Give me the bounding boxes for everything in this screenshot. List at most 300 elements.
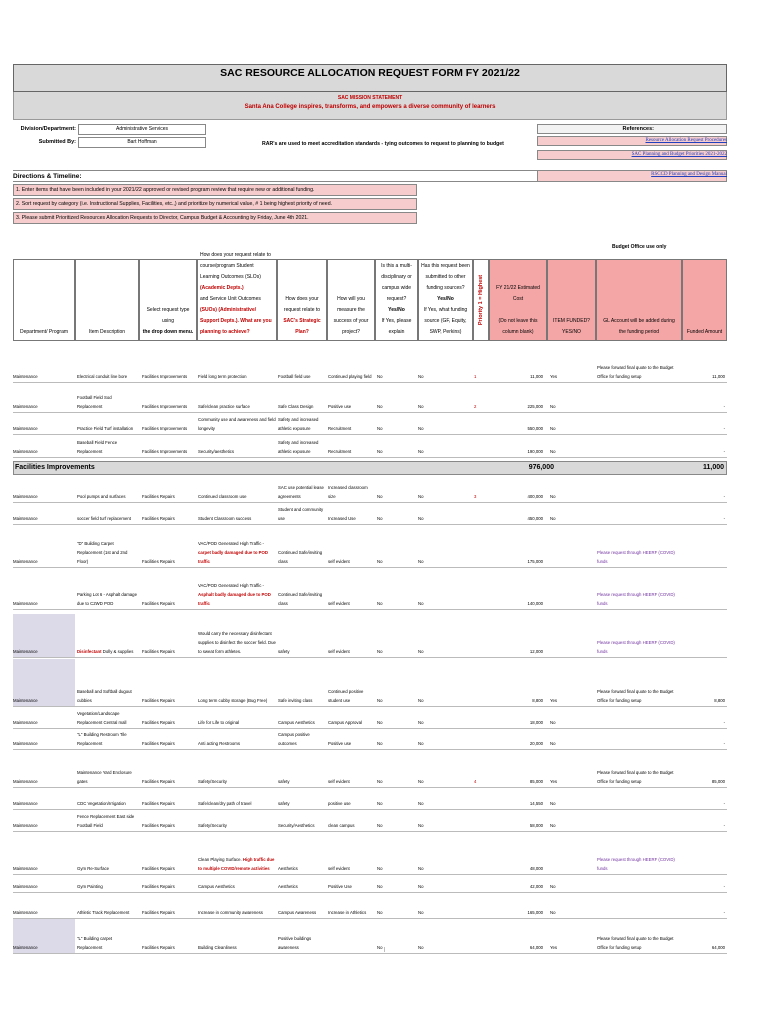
cell-plan: Safe Class Design [278, 404, 314, 409]
direction-2: 2. Sort request by category (i.e. Instructional Supplies, Facilities, etc.,) and prioritize by numerical value, # 1 being highest priority of need. [13, 198, 417, 210]
cost-lines-line: FY 21/22 Estimated [496, 285, 540, 291]
cell-multi: No [377, 866, 383, 871]
cell-cost: 42,000 [529, 884, 543, 889]
cell-dept: Maintenance [13, 559, 38, 564]
slo-lines-line: (Academic Depts.) [200, 285, 244, 291]
cell-measure: Continued positive student use [328, 689, 364, 703]
cell-item: Athletic Track Replacement [77, 910, 130, 915]
cost-lines-line [490, 305, 546, 316]
direction-3: 3. Please submit Prioritized Resources Allocation Requests to Director, Campus Budget & Accounting by Friday, June 4th 2021. [13, 212, 417, 224]
cell-plan: Campus Aesthetics [278, 720, 315, 725]
cell-type: Facilities Repairs [142, 698, 175, 703]
cell-prio: 1 [474, 374, 477, 379]
cell-slo: Safe/clean practice surface [198, 404, 250, 409]
cell-gl: Please request through HEERF (COVID) funds [597, 857, 675, 871]
cell-amount: - [723, 516, 725, 521]
multi-lines-line: campus wide [381, 285, 412, 291]
cell-measure: Campus Approval [328, 720, 362, 725]
cell-dept: Maintenance [13, 910, 38, 915]
cell-dept: Maintenance [13, 516, 38, 521]
cell-slo-text: VAC/POD Generated High Traffic - [198, 541, 264, 546]
cell-plan: safety [278, 649, 290, 654]
row-divider [13, 657, 727, 658]
cell-fund: No [418, 884, 424, 889]
cell-measure: self evident [328, 559, 350, 564]
cell-amount: - [723, 449, 725, 454]
cell-measure: Increased classroom size [328, 485, 368, 499]
cell-item: Practice Field Turf installation [77, 426, 134, 431]
cell-measure: Continued playing field [328, 374, 372, 379]
cell-funded: No [550, 426, 556, 431]
mission-label: SAC MISSION STATEMENT [337, 95, 403, 101]
cell-funded: Yes [550, 698, 558, 703]
funding-lines-line: Has this request been [421, 263, 470, 269]
ref-link-design-manual[interactable]: RSCCD Planning and Design Manual [651, 172, 727, 177]
cell-amount: - [723, 404, 725, 409]
cell-fund: No [418, 426, 424, 431]
cell-plan: safety [278, 801, 290, 806]
header-gl [596, 259, 682, 341]
cell-item-highlight: Disinfectant [77, 649, 102, 654]
cell-multi: No [377, 494, 383, 499]
cell-plan: Continued Safe/inviting class [278, 592, 323, 606]
cell-slo: Student Classroom success [198, 516, 252, 521]
cell-cost: 14,550 [529, 801, 543, 806]
cell-item [77, 647, 137, 656]
cell-dept: Maintenance [13, 449, 38, 454]
funding-lines-line: funding sources? [426, 285, 465, 291]
references-heading: References: [537, 124, 727, 134]
header-type: Select request type using the drop down menu. [139, 259, 197, 341]
cell-dept: Maintenance [13, 404, 38, 409]
cell-gl: Please forward final quote to the Budget Office for funding setup [597, 365, 674, 379]
cell-type: Facilities Repairs [142, 559, 175, 564]
cell-prio: 3 [474, 494, 477, 499]
table-row[interactable] [13, 912, 727, 952]
cell-measure: Recruitment [328, 449, 352, 454]
section-name: Facilities Improvements [15, 464, 95, 471]
cell-plan: Safe inviting class [278, 698, 313, 703]
header-slo [197, 252, 277, 341]
cell-type: Facilities Repairs [142, 945, 175, 950]
cell-amount: - [723, 494, 725, 499]
division-value[interactable]: Administrative Services [78, 124, 206, 135]
cell-item: "L" Building Restroom Tile Replacement [77, 732, 127, 746]
cell-prio: 4 [474, 779, 477, 784]
cell-cost: 64,000 [529, 945, 543, 950]
cell-fund: No [418, 698, 424, 703]
measure-lines-line: How will you [337, 296, 365, 302]
table-row[interactable] [13, 877, 727, 917]
slo-lines-line: How does your request relate to [200, 252, 271, 258]
cell-fund: No [418, 720, 424, 725]
cell-fund: No [418, 779, 424, 784]
cell-multi: No [377, 884, 383, 889]
cell-measure: self evident [328, 649, 350, 654]
cell-type: Facilities Improvements [142, 426, 188, 431]
cell-plan: Safety and increased athletic exposure [278, 417, 319, 431]
cell-gl: Please forward final quote to the Budget Office for funding setup [597, 689, 674, 703]
slo-lines-line: and Service Unit Outcomes [200, 296, 261, 302]
cell-funded: No [550, 801, 556, 806]
cell-fund: No [418, 866, 424, 871]
cell-slo: Safety/Security [198, 779, 227, 784]
cell-gl: Please request through HEERF (COVID) funds [597, 550, 675, 564]
cell-cost: 18,000 [529, 720, 543, 725]
cell-item: Baseball and Softball dugout cubbies [77, 689, 132, 703]
gl-lines-line: the funding period [618, 329, 660, 335]
cell-fund: No [418, 494, 424, 499]
cell-dept: Maintenance [13, 866, 38, 871]
cell-cost: 20,000 [529, 741, 543, 746]
page-marker: | [384, 947, 386, 953]
budget-office-note: Budget Office use only [612, 244, 667, 250]
cell-slo: Safe/clean/dry path of travel [198, 801, 252, 806]
header-dept: Department/ Program [13, 259, 75, 341]
cell-amount: - [723, 741, 725, 746]
funding-lines-line: SWP, Perkins) [429, 329, 462, 335]
cell-item: Fence Replacement East side Football Field [77, 814, 135, 828]
cell-multi: No [377, 516, 383, 521]
cell-funded: No [550, 720, 556, 725]
cell-cost: 175,000 [527, 559, 543, 564]
measure-lines-line: measure the [337, 307, 365, 313]
funded-lines-line: ITEM FUNDED? [553, 318, 590, 324]
cell-cost: 48,000 [529, 866, 543, 871]
cell-amount: - [723, 720, 725, 725]
strat-lines-line: SAC's Strategic [283, 318, 321, 324]
cell-dept: Maintenance [13, 649, 38, 654]
funding-lines-line: submitted to other [425, 274, 466, 280]
cell-plan: Positive buildings awareness [278, 936, 312, 950]
cell-multi: No [377, 649, 383, 654]
cell-dept: Maintenance [13, 601, 38, 606]
cell-plan: Aesthetics [278, 884, 298, 889]
table-row[interactable] [13, 616, 727, 656]
cell-amount: - [723, 823, 725, 828]
cell-fund: No [418, 910, 424, 915]
cell-measure: clean campus [328, 823, 355, 828]
cell-multi: No [377, 698, 383, 703]
cell-measure: Positive use [328, 741, 352, 746]
cell-type: Facilities Improvements [142, 404, 188, 409]
measure-lines-line: project? [342, 329, 360, 335]
row-divider [13, 831, 727, 832]
mission-band [13, 92, 727, 120]
cell-multi: No [377, 449, 383, 454]
table-row[interactable] [13, 568, 727, 608]
cell-slo: Increase in community awareness [198, 910, 263, 915]
funding-lines-line: source (GF, Equity, [424, 318, 467, 324]
table-row[interactable] [13, 708, 727, 748]
rai-note: RAR's are used to meet accreditation standards - tying outcomes to request to planning to budget [262, 141, 504, 147]
cell-slo [198, 539, 278, 566]
cell-type: Facilities Repairs [142, 720, 175, 725]
cell-fund: No [418, 449, 424, 454]
header-measure [327, 259, 375, 341]
submitted-label: Submitted By: [38, 139, 76, 145]
cell-cost: 190,000 [527, 449, 543, 454]
cell-type: Facilities Repairs [142, 910, 175, 915]
table-row[interactable] [13, 790, 727, 830]
cell-item: Pool pumps and surfaces [77, 494, 126, 499]
strat-lines-line: request relate to [283, 307, 321, 313]
cell-dept: Maintenance [13, 698, 38, 703]
cell-item-rest: Dolly & supplies [101, 649, 134, 654]
cell-slo: Field long term protection [198, 374, 247, 379]
cell-fund: No [418, 823, 424, 828]
cell-dept: Maintenance [13, 720, 38, 725]
cell-item: Gym Re-Surface [77, 866, 109, 871]
cell-multi: No [377, 601, 383, 606]
cell-funded: No [550, 823, 556, 828]
cell-plan: Security/Aesthetics [278, 823, 315, 828]
cell-type: Facilities Repairs [142, 823, 175, 828]
row-divider [13, 953, 727, 954]
cell-cost: 140,000 [527, 601, 543, 606]
cost-lines-line: (Do not leave this [498, 318, 538, 324]
multi-lines-line: disciplinary or [381, 274, 412, 280]
cell-fund: No [418, 404, 424, 409]
cell-cost: 85,000 [529, 779, 543, 784]
cell-amount: 11,000 [712, 374, 725, 379]
cell-slo: Continued classroom use [198, 494, 247, 499]
multi-lines-line: If Yes, please [381, 318, 412, 324]
ref-link-priorities[interactable]: SAC Planning and Budget Priorities 2021-2022 [631, 152, 727, 157]
multi-lines-line: request? [386, 296, 407, 302]
cell-funded: No [550, 741, 556, 746]
cell-slo-highlight: Asphalt badly damaged due to POD traffic [198, 592, 271, 606]
cell-plan: safety [278, 779, 290, 784]
cell-plan: Safety and increased athletic exposure [278, 440, 319, 454]
cell-funded: No [550, 910, 556, 915]
cell-amount: 85,000 [711, 779, 725, 784]
cell-amount: 8,800 [714, 698, 725, 703]
form-title: SAC RESOURCE ALLOCATION REQUEST FORM FY 2021/22 [13, 64, 727, 92]
cell-slo-text: Clean Playing Surface. [198, 857, 243, 862]
cell-dept: Maintenance [13, 823, 38, 828]
cell-slo [198, 581, 278, 608]
header-funded-amount: Funded Amount [682, 259, 727, 341]
cell-funded: No [550, 516, 556, 521]
division-label: Division/Department: [20, 126, 76, 132]
cell-measure: Positive Use [328, 884, 352, 889]
cell-fund: No [418, 516, 424, 521]
table-row[interactable] [13, 526, 727, 566]
cell-amount: - [723, 910, 725, 915]
cell-type: Facilities Improvements [142, 374, 188, 379]
cell-measure: self evident [328, 866, 350, 871]
cell-multi: No [377, 720, 383, 725]
cell-dept: Maintenance [13, 741, 38, 746]
cell-item: Parking Lot 6 - Asphalt damage due to C2WD POD [77, 592, 137, 606]
cell-slo-highlight: High traffic due to multiple COVID/remote activities [198, 857, 275, 871]
cell-gl: Please request through HEERF (COVID) funds [597, 592, 675, 606]
cell-multi: No [377, 910, 383, 915]
cell-type: Facilities Repairs [142, 494, 175, 499]
cell-gl: Please forward final quote to the Budget Office for funding setup [597, 936, 674, 950]
header-strategic [277, 259, 327, 341]
cell-plan: Campus Awareness [278, 910, 317, 915]
cell-multi: No [377, 823, 383, 828]
funded-lines-line: YES/NO [562, 329, 581, 335]
cell-multi: No [377, 779, 383, 784]
cell-dept: Maintenance [13, 801, 38, 806]
cell-funded: Yes [550, 945, 558, 950]
cell-funded: No [550, 404, 556, 409]
cell-multi: No [377, 801, 383, 806]
cell-plan: SAC use potential lease agreements [278, 485, 324, 499]
direction-1: 1. Enter items that have been included in your 2021/22 approved or revised program review that require new or additional funding. [13, 184, 417, 196]
header-funded [547, 259, 596, 341]
cell-cost: 450,000 [527, 516, 543, 521]
cell-cost: 400,000 [527, 494, 543, 499]
cell-cost: 58,000 [529, 823, 543, 828]
cell-slo: Safety/Security [198, 823, 227, 828]
cell-dept: Maintenance [13, 374, 38, 379]
cell-multi: No [377, 426, 383, 431]
cell-gl: Please forward final quote to the Budget Office for funding setup [597, 770, 674, 784]
cell-amount: - [723, 884, 725, 889]
mission-statement: Santa Ana College inspires, transforms, and empowers a diverse community of learners [244, 104, 496, 110]
cell-type: Facilities Repairs [142, 741, 175, 746]
cell-item: "L" Building carpet Replacement [77, 936, 113, 950]
multi-lines-line: Yes/No [388, 307, 405, 313]
cell-type: Facilities Repairs [142, 601, 175, 606]
cell-measure: self evident [328, 779, 350, 784]
strat-lines-line: How does your [285, 296, 319, 302]
slo-lines-line: course/program Student [200, 263, 254, 269]
cell-plan: Campus positive outcomes [278, 732, 310, 746]
cell-fund: No [418, 801, 424, 806]
cell-type: Facilities Repairs [142, 801, 175, 806]
cell-funded: No [550, 449, 556, 454]
cell-measure: Increase in Athletics [328, 910, 367, 915]
submitted-value[interactable]: Bart Hoffman [78, 137, 206, 148]
cell-slo: Community use and awareness and field longevity [198, 417, 276, 431]
slo-lines-line: Support Depts.). What are you [200, 318, 272, 324]
cell-fund: No [418, 649, 424, 654]
cell-item: Football Field Sod Replacement [77, 395, 112, 409]
section-funded: 11,000 [702, 464, 724, 471]
cell-slo-highlight: carpet badly damaged due to POD traffic [198, 550, 268, 564]
cell-item: Baseball Field Fence Replacement [77, 440, 118, 454]
slo-lines-line: (SUOs) (Administrative/ [200, 307, 257, 313]
cell-slo: Building Cleanliness [198, 945, 237, 950]
cell-plan: Student and community use [278, 507, 324, 521]
cell-fund: No [418, 559, 424, 564]
cell-dept: Maintenance [13, 945, 38, 950]
row-divider [13, 609, 727, 610]
strat-lines-line: Plan? [295, 329, 309, 335]
cell-plan: Football field use [278, 374, 311, 379]
cell-measure: Positive use [328, 404, 352, 409]
cell-plan: Continued Safe/inviting class [278, 550, 323, 564]
header-item: Item Description [75, 259, 139, 341]
funding-lines-line: Yes/No [437, 296, 454, 302]
cell-fund: No [418, 601, 424, 606]
cell-dept: Maintenance [13, 494, 38, 499]
cell-cost: 8,800 [532, 698, 543, 703]
cell-slo: Anti acting Restrooms [198, 741, 241, 746]
cell-multi: No [377, 374, 383, 379]
row-divider [13, 457, 727, 458]
cell-dept: Maintenance [13, 884, 38, 889]
gl-lines-line: GL Account will be added during [603, 318, 675, 324]
cell-item: CDC Vegetation/Irrigation [77, 801, 126, 806]
header-funding [418, 259, 473, 341]
cell-multi: No [377, 741, 383, 746]
cell-type: Facilities Repairs [142, 884, 175, 889]
cell-type: Facilities Repairs [142, 779, 175, 784]
cell-funded: Yes [550, 374, 558, 379]
header-multi [375, 259, 418, 341]
cell-cost: 11,000 [530, 374, 543, 379]
cell-slo: Would carry the necessary disinfectant supplies to disinfect the soccer field. Due to sweat form athletes. [198, 631, 276, 654]
table-row[interactable] [13, 483, 727, 523]
table-row[interactable] [13, 416, 727, 456]
cell-type: Facilities Repairs [142, 866, 175, 871]
cell-cost: 225,000 [527, 404, 543, 409]
funding-lines-line: If Yes, what funding [423, 307, 468, 313]
cell-gl: Please request through HEERF (COVID) funds [597, 640, 675, 654]
cell-slo: Long term cubby storage (Bug Free) [198, 698, 268, 703]
cell-slo: Life for Life to original [198, 720, 240, 725]
cell-fund: No [418, 741, 424, 746]
cell-dept: Maintenance [13, 426, 38, 431]
cell-cost: 165,000 [527, 910, 543, 915]
cell-item: "D" Building Carpet Replacement (1st and 2nd Floor) [77, 541, 128, 564]
cell-cost: 12,000 [529, 649, 543, 654]
cell-slo-text: VAC/POD Generated High Traffic - [198, 583, 264, 588]
cell-type: Facilities Repairs [142, 516, 175, 521]
header-cost [489, 259, 547, 341]
cell-fund: No [418, 374, 424, 379]
cell-item: Electrical conduit line bore [77, 374, 128, 379]
cell-dept: Maintenance [13, 779, 38, 784]
directions-heading: Directions & Timeline: [13, 170, 727, 182]
measure-lines-line: success of your [333, 318, 369, 324]
cost-lines-line: Cost [512, 296, 524, 302]
cell-item: Vegetation/Landscape Replacement Central mall [77, 711, 127, 725]
cell-funded: No [550, 494, 556, 499]
cell-multi: No [377, 404, 383, 409]
cell-prio: 2 [474, 404, 477, 409]
cell-measure: Increased Use [328, 516, 356, 521]
ref-link-procedures[interactable]: Resource Allocation Request Procedures [645, 138, 727, 143]
cell-item: Maintenance Yard Enclosure gates [77, 770, 132, 784]
cell-item: soccer field turf replacement [77, 516, 131, 521]
cell-amount: 64,000 [711, 945, 725, 950]
cell-cost: 550,000 [527, 426, 543, 431]
section-total-row [13, 461, 727, 475]
cell-amount: - [723, 426, 725, 431]
cell-type: Facilities Improvements [142, 449, 188, 454]
cell-measure: positive use [328, 801, 351, 806]
cell-measure: self evident [328, 601, 350, 606]
cell-multi: No [377, 945, 383, 950]
section-total: 976,000 [528, 464, 554, 471]
cell-slo: Campus Aesthetics [198, 884, 235, 889]
header-priority: Priority 1 = Highest [473, 259, 489, 341]
slo-lines-line: Learning Outcomes (SLOs) [200, 274, 261, 280]
multi-lines-line: Is this a multi- [381, 263, 412, 269]
row-divider [13, 524, 727, 525]
cell-fund: No [418, 945, 424, 950]
cell-item: Gym Painting [77, 884, 103, 889]
cell-multi: No [377, 559, 383, 564]
multi-lines-line: explain [388, 329, 405, 335]
